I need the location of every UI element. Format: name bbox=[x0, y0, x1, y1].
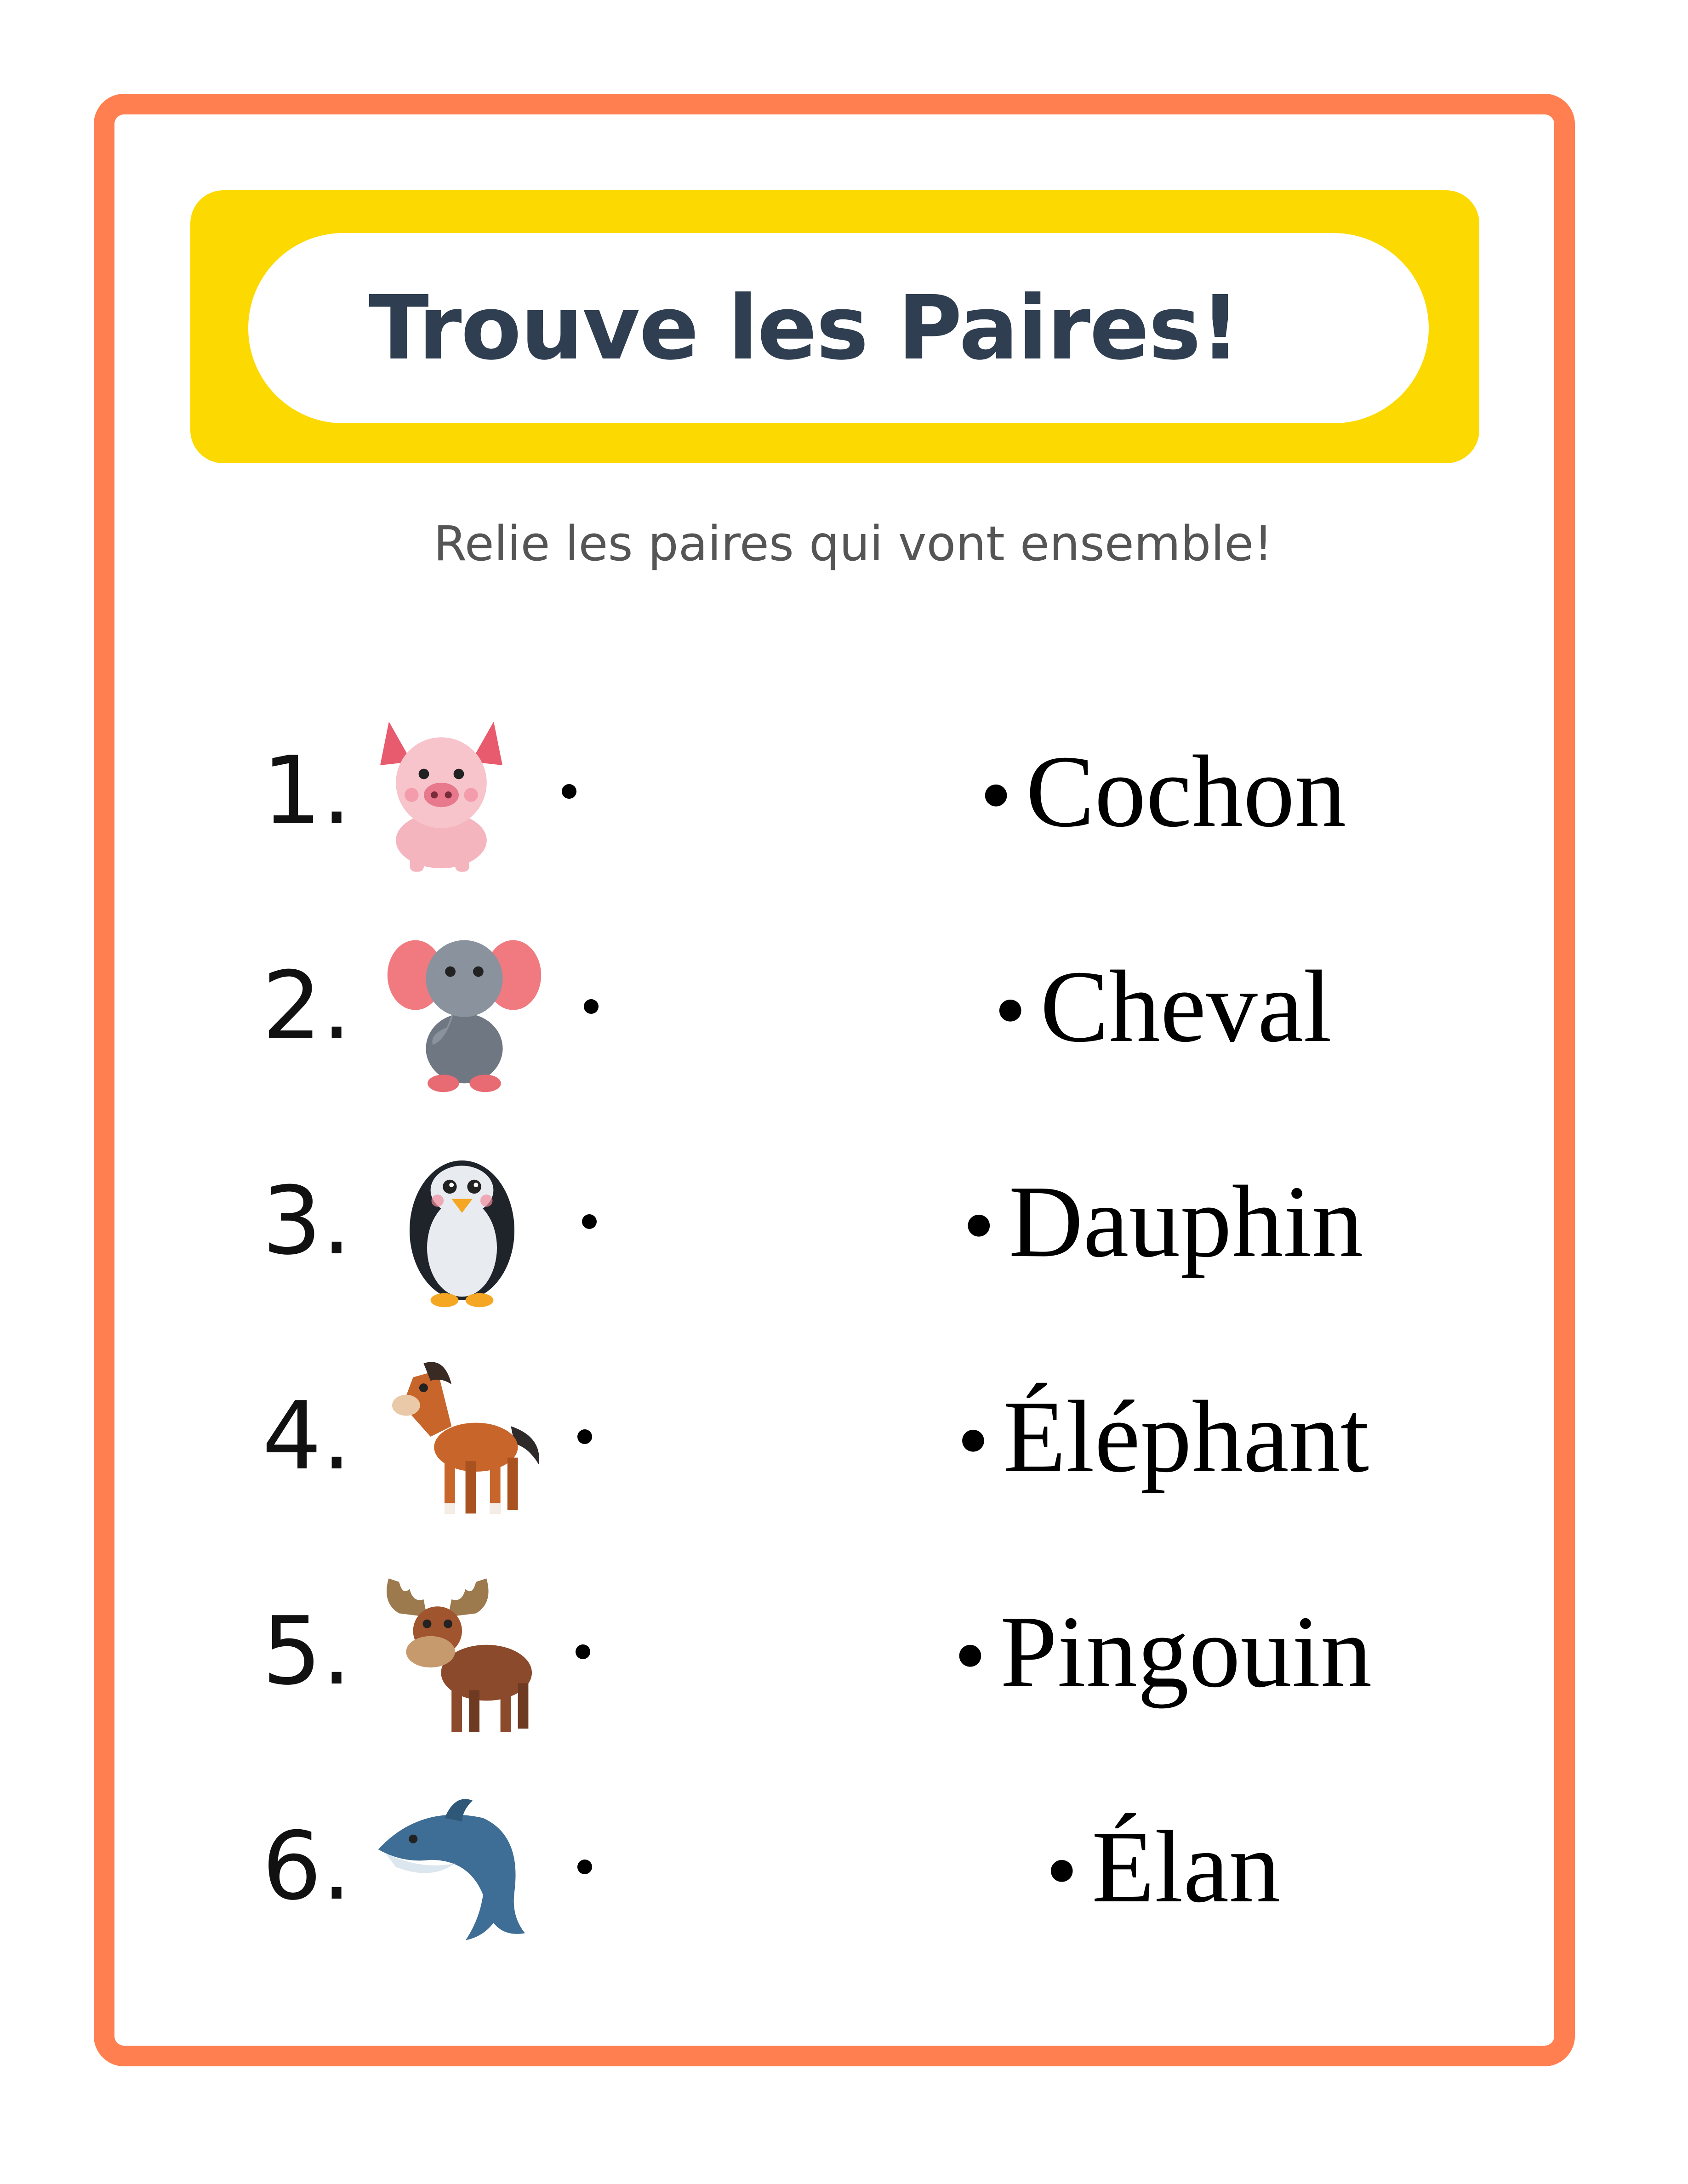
word-item[interactable] bbox=[841, 1782, 1485, 1952]
left-connect-dot[interactable] bbox=[562, 784, 576, 799]
title-pill bbox=[248, 233, 1429, 423]
pair-row-5 bbox=[0, 1567, 1688, 1737]
right-connect-dot[interactable]: • bbox=[1045, 1820, 1078, 1922]
left-connect-dot[interactable] bbox=[576, 1644, 590, 1659]
horse-icon bbox=[375, 1349, 549, 1524]
pair-row-3 bbox=[0, 1137, 1688, 1307]
item-number: 4. bbox=[262, 1382, 352, 1491]
item-number: 3. bbox=[262, 1167, 352, 1276]
moose-icon bbox=[375, 1564, 549, 1739]
page-title: Trouve les Paires! bbox=[368, 277, 1240, 380]
pig-icon bbox=[354, 704, 529, 879]
word-label: Élan bbox=[1091, 1810, 1281, 1924]
word-item[interactable] bbox=[841, 921, 1485, 1092]
word-item[interactable] bbox=[841, 1352, 1485, 1522]
left-connect-dot[interactable] bbox=[577, 1429, 592, 1444]
left-connect-dot[interactable] bbox=[584, 999, 599, 1014]
right-connect-dot[interactable]: • bbox=[963, 1175, 995, 1276]
right-connect-dot[interactable]: • bbox=[954, 1605, 987, 1706]
right-connect-dot[interactable]: • bbox=[957, 1390, 989, 1491]
word-label: Pingouin bbox=[1000, 1595, 1372, 1709]
penguin-icon bbox=[375, 1134, 549, 1309]
item-number: 2. bbox=[262, 952, 352, 1061]
word-label: Dauphin bbox=[1009, 1165, 1363, 1279]
pair-row-6 bbox=[0, 1782, 1688, 1952]
instructions: Relie les paires qui vont ensemble! bbox=[433, 516, 1273, 572]
word-label: Cochon bbox=[1026, 734, 1346, 848]
pair-row-1 bbox=[0, 706, 1688, 876]
pair-row-2 bbox=[0, 921, 1688, 1092]
word-label: Cheval bbox=[1040, 950, 1332, 1064]
right-connect-dot[interactable]: • bbox=[994, 960, 1026, 1061]
word-item[interactable] bbox=[841, 1137, 1485, 1307]
item-number: 1. bbox=[262, 737, 352, 846]
item-number: 5. bbox=[262, 1597, 352, 1706]
word-label: Éléphant bbox=[1003, 1380, 1369, 1494]
word-item[interactable] bbox=[841, 1567, 1485, 1737]
item-number: 6. bbox=[262, 1812, 352, 1921]
pair-row-4 bbox=[0, 1352, 1688, 1522]
elephant-icon bbox=[377, 919, 552, 1094]
right-connect-dot[interactable]: • bbox=[980, 745, 1012, 846]
left-connect-dot[interactable] bbox=[577, 1860, 592, 1874]
word-item[interactable] bbox=[841, 706, 1485, 876]
dolphin-icon bbox=[368, 1780, 542, 1954]
left-connect-dot[interactable] bbox=[582, 1214, 597, 1229]
